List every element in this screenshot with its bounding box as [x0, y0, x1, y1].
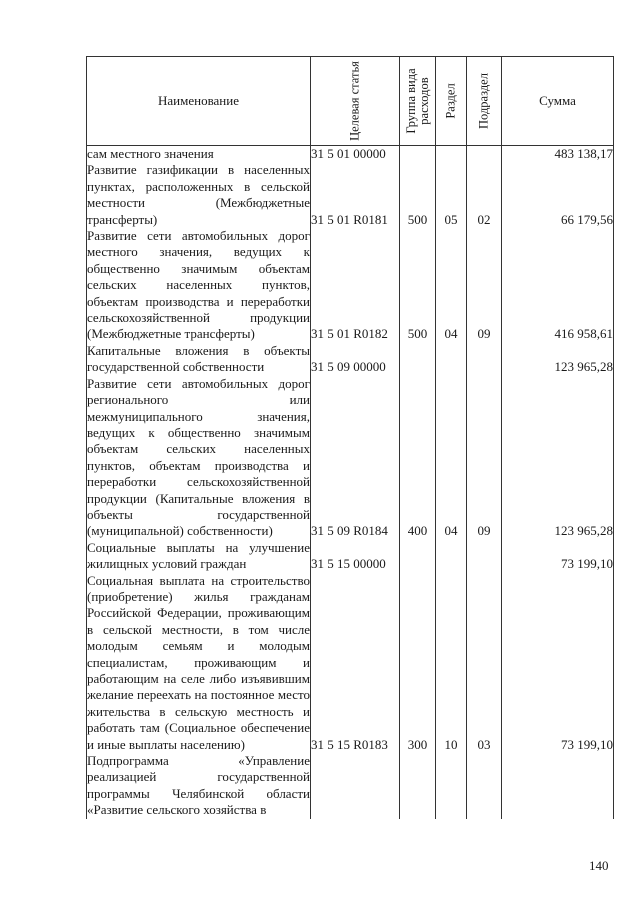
row-sum: 483 138,17 — [502, 146, 614, 163]
row-target-article — [311, 753, 400, 819]
row-expense-group: 300 — [400, 573, 436, 753]
row-section — [436, 540, 467, 573]
row-name: Развитие сети автомобильных дорог местного значения, ведущих к общественно значимым объектам сельских населенных пунктов, объектам производства и переработки сельскохозяйственной продукции (Межбюджетные трансферты) — [87, 228, 310, 342]
row-sum: 73 199,10 — [502, 573, 614, 753]
row-sum: 416 958,61 — [502, 228, 614, 343]
table-row — [87, 228, 614, 343]
header-subsection-label: Подраздел — [476, 73, 491, 129]
row-subsection — [467, 540, 502, 573]
row-expense-group: 500 — [400, 228, 436, 343]
table-row — [87, 343, 614, 376]
table-row — [87, 540, 614, 573]
header-expense-group — [400, 57, 436, 146]
table-body — [87, 146, 614, 819]
header-name: Наименование — [87, 57, 311, 146]
table-row — [87, 573, 614, 753]
row-expense-group — [400, 146, 436, 163]
row-section — [436, 753, 467, 819]
row-name: Социальные выплаты на улучшение жилищных условий граждан — [87, 539, 310, 572]
header-group-label: Группа вида расходов — [403, 68, 431, 134]
row-target-article: 31 5 15 R0183 — [311, 573, 400, 753]
row-name: Социальная выплата на строительство (приобретение) жилья гражданам Российской Федерации, проживающим в сельской местности, в том числе молодым семьям и молодым специалистам, проживающим и работающим на селе либо изъявившим желание переехать на постоянное место жительства в сельскую местность и работать там (Социальное обеспечение и иные выплаты населению) — [87, 572, 310, 752]
row-section: 05 — [436, 162, 467, 228]
table-row — [87, 146, 614, 163]
table-row — [87, 162, 614, 228]
header-section — [436, 57, 467, 146]
table-row — [87, 376, 614, 540]
row-target-article: 31 5 09 R0184 — [311, 376, 400, 540]
row-subsection: 03 — [467, 573, 502, 753]
row-subsection: 09 — [467, 228, 502, 343]
row-sum: 73 199,10 — [502, 540, 614, 573]
row-expense-group — [400, 540, 436, 573]
page-number: 140 — [589, 858, 609, 873]
row-name: Подпрограмма «Управление реализацией государственной программы Челябинской области «Развитие сельского хозяйства в — [87, 753, 310, 818]
row-name: сам местного значения — [87, 146, 311, 163]
header-sum: Сумма — [502, 57, 614, 146]
row-section — [436, 146, 467, 163]
header-target-article — [311, 57, 400, 146]
row-expense-group: 500 — [400, 162, 436, 228]
row-name: Развитие сети автомобильных дорог регионального или межмуниципального значения, ведущих к общественно значимым объектам сельских населенных пунктов, объектам производства и переработки сельскохозяйственной продукции (Капитальные вложения в объекты государственной (муниципальной) собственности) — [87, 375, 310, 539]
row-target-article: 31 5 01 R0182 — [311, 228, 400, 343]
header-section-label: Раздел — [443, 83, 458, 119]
table-row — [87, 753, 614, 819]
row-subsection: 02 — [467, 162, 502, 228]
row-name: Развитие газификации в населенных пунктах, расположенных в сельской местности (Межбюджетные трансферты) — [87, 162, 310, 227]
row-name: Капитальные вложения в объекты государственной собственности — [87, 342, 310, 375]
row-expense-group — [400, 753, 436, 819]
row-subsection — [467, 343, 502, 376]
row-section: 10 — [436, 573, 467, 753]
row-section — [436, 343, 467, 376]
row-section: 04 — [436, 376, 467, 540]
header-subsection — [467, 57, 502, 146]
row-subsection: 09 — [467, 376, 502, 540]
row-sum: 66 179,56 — [502, 162, 614, 228]
row-target-article: 31 5 15 00000 — [311, 540, 400, 573]
row-section: 04 — [436, 228, 467, 343]
row-sum: 123 965,28 — [502, 343, 614, 376]
row-sum — [502, 753, 614, 819]
row-subsection — [467, 753, 502, 819]
table-header-row — [87, 57, 614, 146]
row-target-article: 31 5 09 00000 — [311, 343, 400, 376]
row-sum: 123 965,28 — [502, 376, 614, 540]
row-expense-group: 400 — [400, 376, 436, 540]
row-target-article: 31 5 01 00000 — [311, 146, 400, 163]
row-subsection — [467, 146, 502, 163]
header-target-label: Целевая статья — [347, 61, 362, 141]
row-target-article: 31 5 01 R0181 — [311, 162, 400, 228]
budget-table — [86, 56, 614, 819]
row-expense-group — [400, 343, 436, 376]
